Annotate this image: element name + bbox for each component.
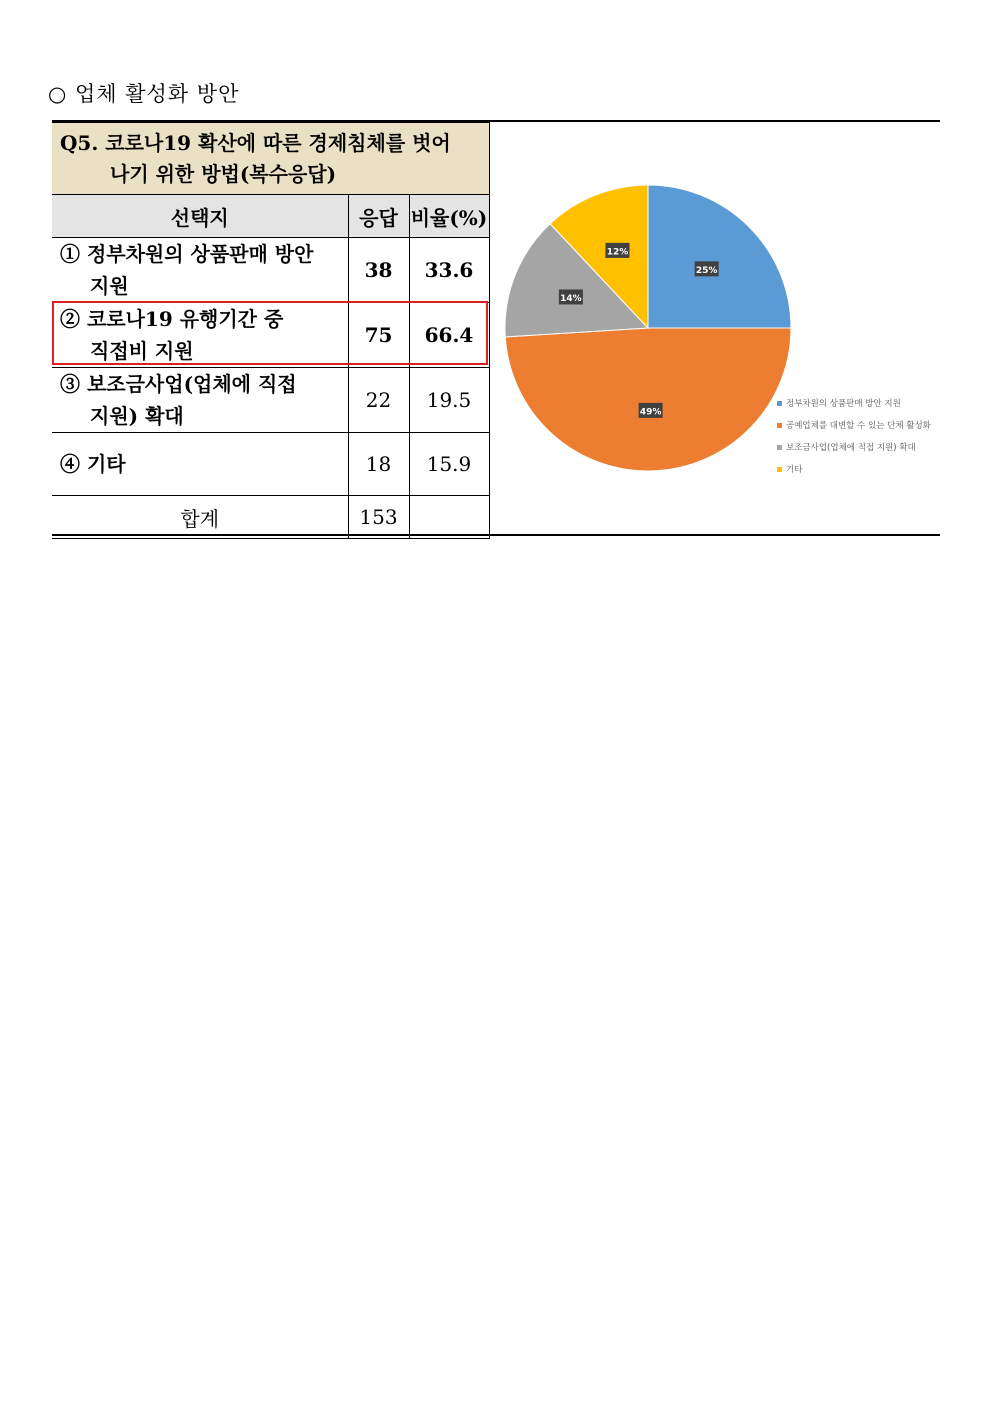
data-label <box>639 403 663 418</box>
option-count: 75 <box>348 303 409 368</box>
survey-table <box>52 122 490 539</box>
option-line-2: 지원) 확대 <box>90 404 184 428</box>
data-label <box>559 289 583 304</box>
data-label <box>695 261 719 276</box>
data-label-text: 14% <box>560 293 582 304</box>
header-choice: 선택지 <box>52 195 348 238</box>
data-label <box>605 243 629 258</box>
option-ratio: 66.4 <box>409 303 489 368</box>
table-row <box>52 303 489 368</box>
legend-label: 공예업체를 대변할 수 있는 단체 활성화 <box>786 421 931 431</box>
pie-slice <box>648 185 791 328</box>
option-count: 38 <box>348 238 409 303</box>
header-row <box>52 195 489 238</box>
data-label-text: 25% <box>695 265 718 276</box>
total-row <box>52 496 489 539</box>
data-label-text: 12% <box>606 247 629 258</box>
legend-swatch <box>777 445 782 450</box>
total-ratio <box>409 496 489 539</box>
option-line-2: 직접비 지원 <box>90 339 194 363</box>
legend-swatch <box>777 423 782 428</box>
option-line-1: ③ 보조금사업(업체에 직접 <box>60 372 297 396</box>
option-line-1: ① 정부차원의 상품판매 방안 <box>60 242 314 266</box>
option-ratio: 19.5 <box>409 368 489 433</box>
option-ratio: 33.6 <box>409 238 489 303</box>
option-label <box>52 368 348 433</box>
option-label <box>52 433 348 496</box>
legend-label: 정부차원의 상품판매 방안 지원 <box>786 399 901 409</box>
header-count: 응답 <box>348 195 409 238</box>
total-count: 153 <box>348 496 409 539</box>
legend-label: 기타 <box>786 465 803 475</box>
option-line-1: ④ 기타 <box>60 452 126 476</box>
question-row <box>52 123 489 195</box>
question-cell <box>52 123 489 195</box>
total-label: 합계 <box>52 496 348 539</box>
option-count: 22 <box>348 368 409 433</box>
legend-item <box>777 414 931 436</box>
table-row <box>52 368 489 433</box>
data-label-text: 49% <box>639 407 662 418</box>
legend-item <box>777 458 931 480</box>
table-row <box>52 433 489 496</box>
table-row <box>52 238 489 303</box>
legend-swatch <box>777 401 782 406</box>
option-label <box>52 238 348 303</box>
option-label <box>52 303 348 368</box>
chart-legend <box>777 392 931 480</box>
legend-item <box>777 436 931 458</box>
option-line-1: ② 코로나19 유행기간 중 <box>60 307 284 331</box>
legend-label: 보조금사업(업체에 직접 지원) 확대 <box>786 443 916 453</box>
option-ratio: 15.9 <box>409 433 489 496</box>
legend-swatch <box>777 467 782 472</box>
question-line-1: Q5. 코로나19 확산에 따른 경제침체를 벗어 <box>60 130 451 155</box>
pie-slice <box>505 328 791 471</box>
legend-item <box>777 392 931 414</box>
section-heading: ○ 업체 활성화 방안 <box>48 82 240 106</box>
option-line-2: 지원 <box>90 274 129 298</box>
option-count: 18 <box>348 433 409 496</box>
header-ratio: 비율(%) <box>409 195 489 238</box>
question-line-2: 나기 위한 방법(복수응답) <box>110 161 337 186</box>
